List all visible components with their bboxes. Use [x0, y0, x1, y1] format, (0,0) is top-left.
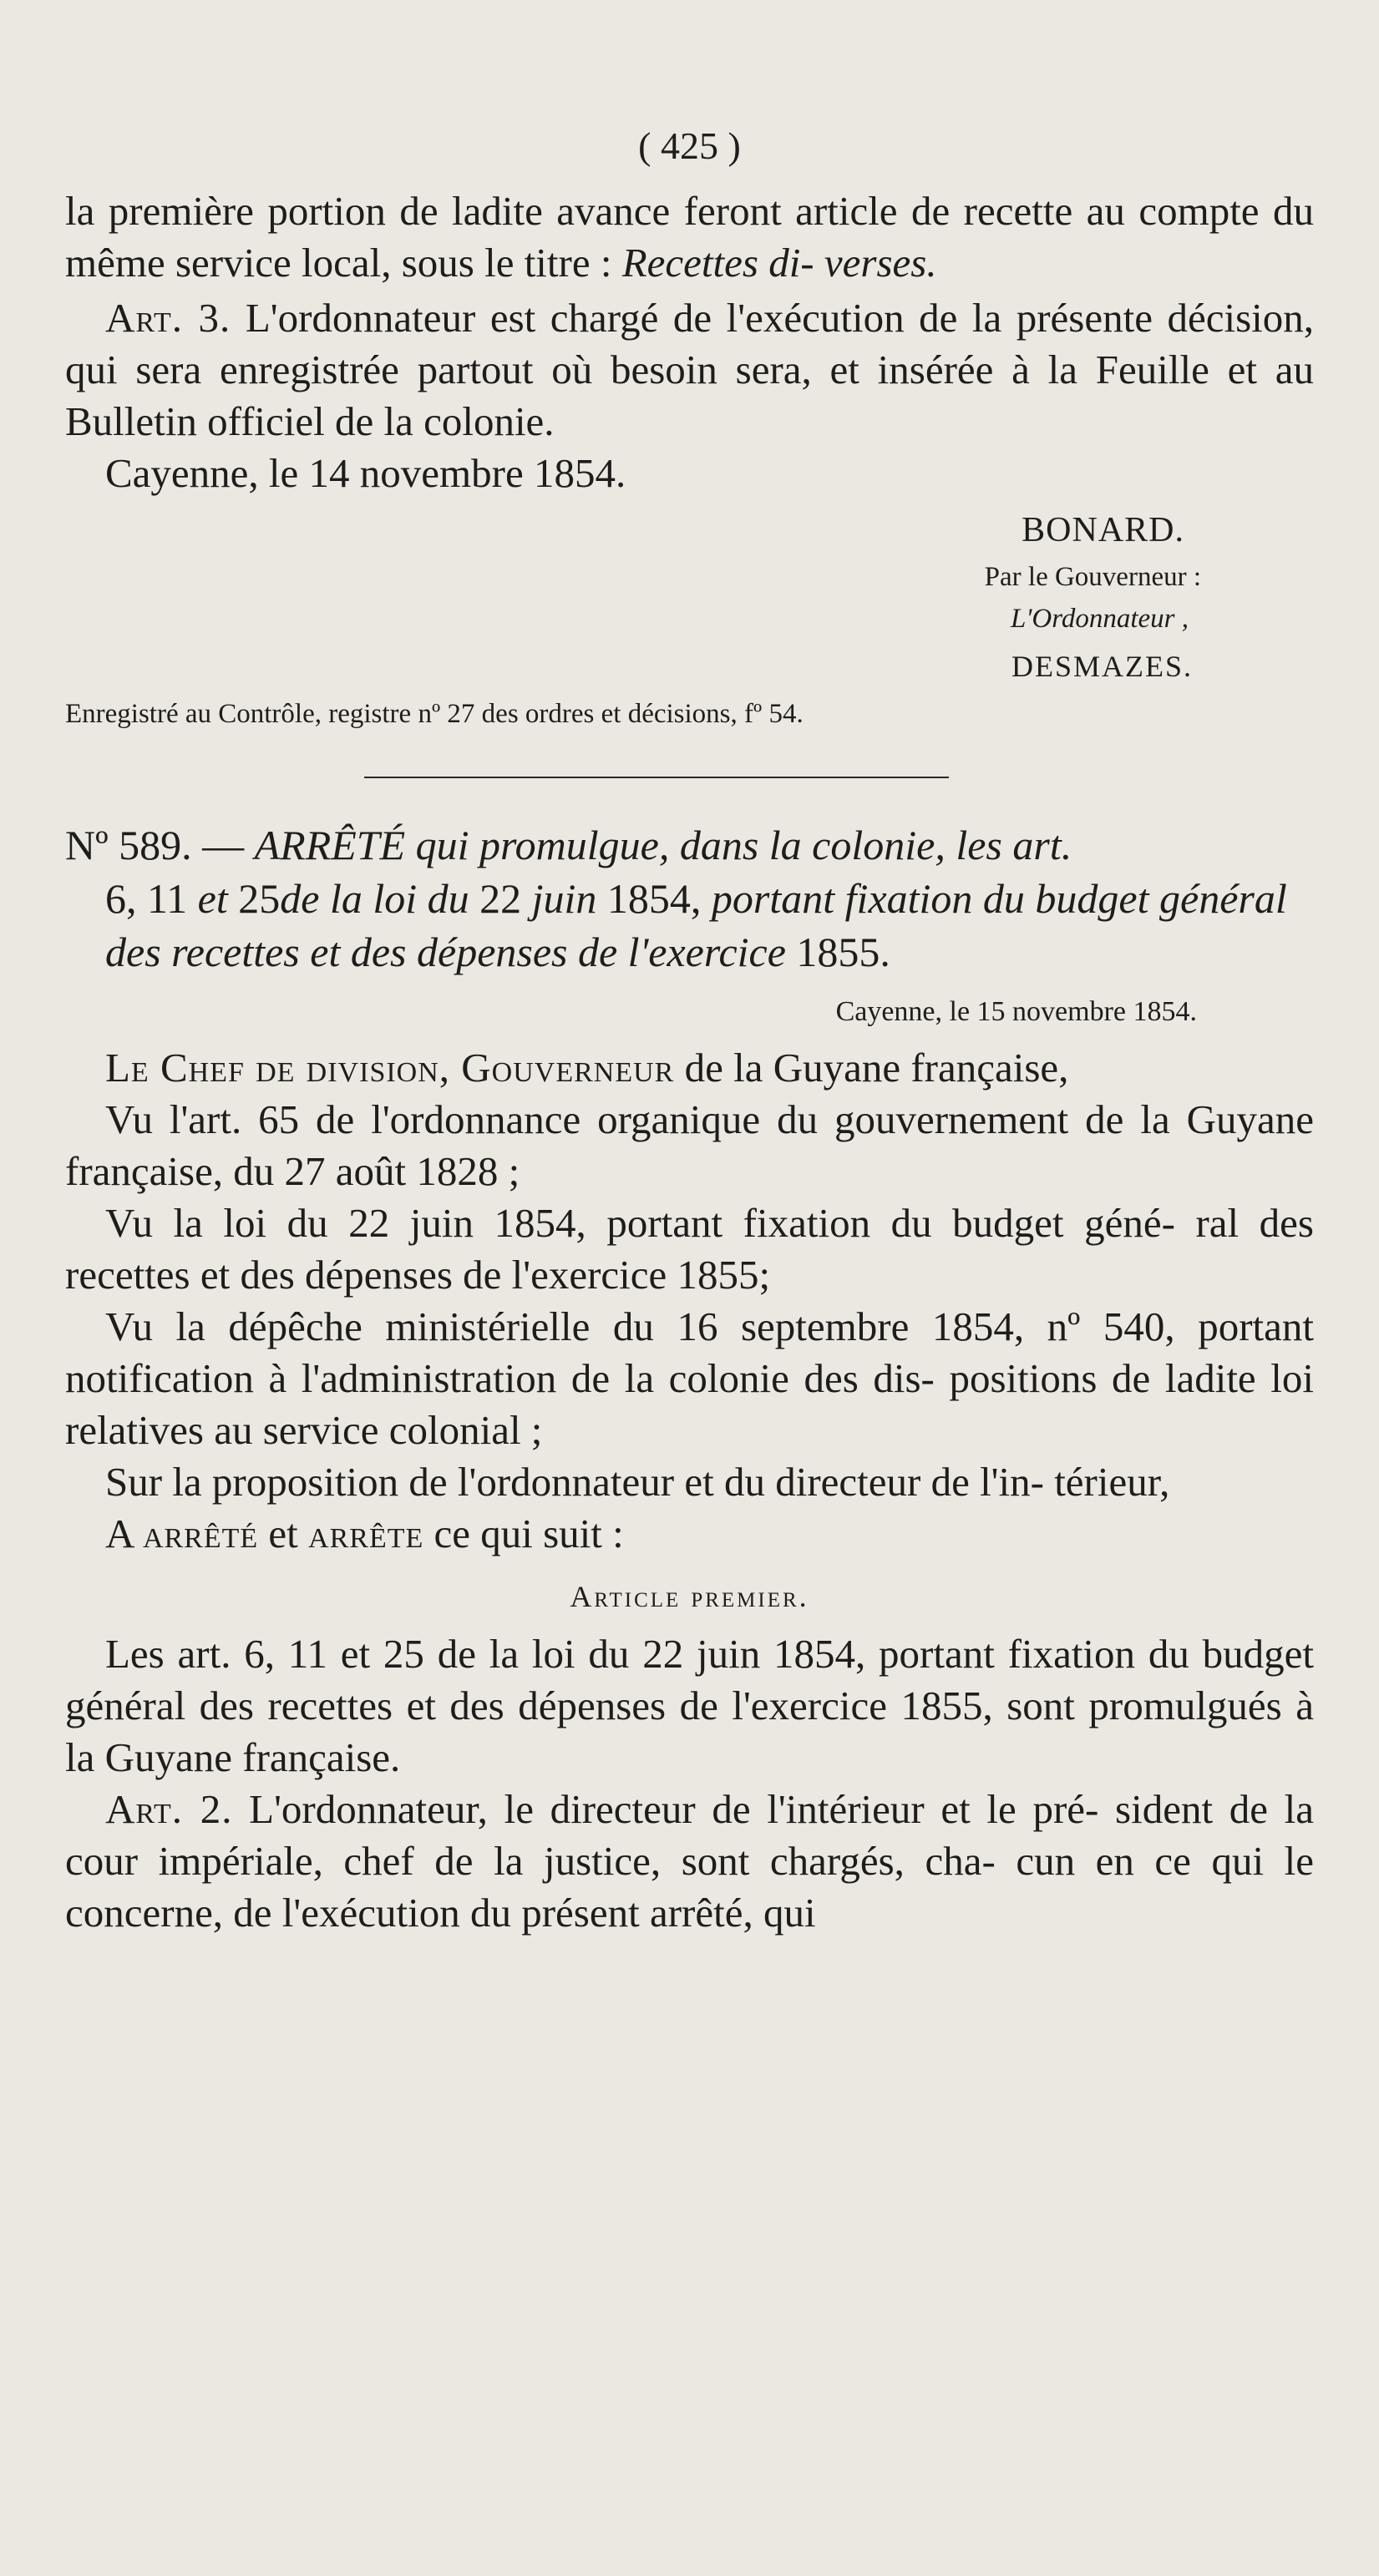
title-month: juin	[531, 875, 597, 922]
chef-line	[65, 1042, 1314, 1094]
article-3-label: Art. 3.	[105, 295, 231, 341]
decree-number: Nº 589. —	[65, 822, 245, 868]
decree-title-continuation	[65, 872, 1314, 979]
intro-paragraph	[65, 185, 1314, 289]
intro-text: la première portion de ladite avance feront article de recette au compte du même service local, sous le titre :	[65, 188, 1314, 286]
chef-rest: de la Guyane française,	[684, 1045, 1069, 1091]
text-column	[65, 185, 1314, 1939]
sur-proposition: Sur la proposition de l'ordonnateur et du directeur de l'in- térieur,	[105, 1459, 1170, 1505]
signature-desmazes: DESMAZES.	[1011, 650, 1193, 683]
vu-depeche: Vu la dépêche ministérielle du 16 septembre 1854, nº 540, portant notification à l'administration de la colonie des dis- positions de ladite loi relatives au service colonial ;	[65, 1303, 1314, 1453]
arrete-word-2: arrête	[308, 1511, 424, 1556]
arrete-word-1: arrêté	[142, 1511, 259, 1556]
arrete-et: et	[268, 1511, 298, 1556]
title-year: 1854,	[606, 875, 702, 922]
article-3-paragraph	[65, 292, 1314, 448]
section-divider	[364, 777, 949, 778]
article-2-label: Art. 2.	[105, 1786, 233, 1832]
chef-title: Le Chef de division, Gouverneur	[105, 1045, 675, 1091]
intro-italic: Recettes di- verses.	[621, 240, 937, 286]
title-articles: 6, 11	[105, 875, 188, 922]
title-de-la-loi: de la loi du	[280, 875, 469, 922]
article-premier-heading: Article premier.	[570, 1580, 809, 1613]
article-2-text: L'ordonnateur, le directeur de l'intérieur et le pré- sident de la cour impériale, chef de la justice, sont chargés, cha- cun en ce qui le concerne, de l'exécution du présent arrêté, qui	[65, 1786, 1314, 1936]
signature-ordonnateur: L'Ordonnateur ,	[1010, 604, 1189, 634]
title-et: et	[197, 875, 228, 922]
title-exercise-year: 1855.	[796, 929, 890, 975]
decree-title	[65, 818, 1314, 979]
article-1-paragraph: Les art. 6, 11 et 25 de la loi du 22 juin 1854, portant fixation du budget général des recettes et des dépenses de l'exercice 1855, sont promulgués à la Guyane française.	[65, 1631, 1314, 1780]
decree-title-line-1: ARRÊTÉ qui promulgue, dans la colonie, les art.	[254, 822, 1072, 868]
vu-loi: Vu la loi du 22 juin 1854, portant fixation du budget géné- ral des recettes et des dépenses de l'exercice 1855;	[65, 1200, 1314, 1298]
article-2-paragraph	[65, 1784, 1314, 1939]
vu-ordonnance: Vu l'art. 65 de l'ordonnance organique du gouvernement de la Guyane française, du 27 août 1828 ;	[65, 1096, 1314, 1194]
title-portant: portant fixation du	[711, 875, 1025, 922]
arrete-rest: ce qui suit :	[433, 1511, 624, 1556]
page-number: ( 425 )	[638, 124, 741, 167]
signature-bonard: BONARD.	[1022, 511, 1184, 549]
arrete-line	[65, 1508, 1314, 1560]
registration-note: Enregistré au Contrôle, registre nº 27 des ordres et décisions, fº 54.	[65, 699, 804, 729]
title-budget: budget général des recettes et des dépenses de l'exercice	[105, 875, 1287, 975]
date-line-2: Cayenne, le 15 novembre 1854.	[835, 996, 1197, 1027]
title-article-25: 25	[238, 875, 281, 922]
arrete-a: A	[105, 1511, 133, 1556]
signature-par-le-gouverneur: Par le Gouverneur :	[984, 562, 1201, 592]
date-line-1: Cayenne, le 14 novembre 1854.	[105, 450, 626, 496]
title-day: 22	[479, 875, 522, 922]
article-3-text: L'ordonnateur est chargé de l'exécution de la présente décision, qui sera enregistrée partout où besoin sera, et insérée à la Feuille et au Bulletin officiel de la colonie.	[65, 295, 1315, 444]
